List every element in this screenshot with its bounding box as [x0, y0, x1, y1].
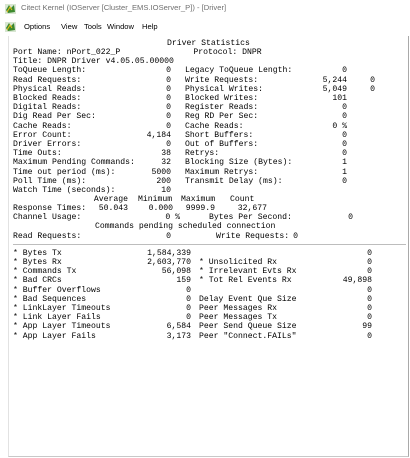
counter-value-right: 0 [367, 285, 372, 295]
menu-tools[interactable]: Tools [84, 22, 102, 31]
counter-value-right: 99 [362, 322, 372, 332]
counter-label-right: Delay Event Que Size [199, 294, 297, 304]
counter-label-left: * Buffer Overflows [13, 285, 101, 295]
stats-heading: Driver Statistics [167, 39, 250, 48]
counter-label-left: * Bytes Rx [13, 258, 62, 267]
pending-heading: Commands pending scheduled connection [95, 222, 276, 232]
bytes-per-second-label: Bytes Per Second: [209, 213, 292, 223]
stat-value-right: 1 [342, 158, 347, 168]
counter-value-left: 2,603,770 [147, 258, 191, 267]
stat-label-right: Register Reads: [185, 103, 259, 113]
stat-label-left: Read Requests: [13, 75, 82, 85]
port-line: Port Name: nPort_022_P Protocol: DNPR [13, 48, 262, 57]
section-divider [13, 244, 406, 245]
stat-label-right: Cache Reads: [185, 121, 244, 131]
resp-header-average: Average [93, 194, 128, 204]
counter-value-right: 0 [367, 313, 372, 323]
counter-label-left: * Commands Tx [13, 267, 77, 277]
counter-label-left: * Bad Sequences [13, 294, 87, 304]
stat-value-left: 0 [166, 66, 171, 76]
stat-value-extra: 0 [370, 75, 375, 85]
resp-header-maximum: Maximum [181, 194, 216, 204]
stat-label-left: Cache Reads: [13, 121, 72, 131]
stat-value-right: 0 % [332, 121, 347, 131]
counter-value-right: 49,898 [342, 276, 372, 286]
stat-value-left: 0 [166, 94, 171, 103]
stat-label-left: Dig Read Per Sec: [13, 112, 96, 122]
stat-label-right: Reg RD Per Sec: [185, 112, 259, 122]
stat-value-right: 0 [342, 176, 347, 186]
stat-label-left: Blocked Reads: [13, 94, 82, 103]
pending-write-label: Write Requests: [216, 231, 290, 241]
pending-write-value: 0 [293, 231, 298, 241]
counter-label-left: * App Layer Fails [13, 331, 96, 341]
stat-label-left: Physical Reads: [13, 84, 87, 94]
mdi-child-icon[interactable] [5, 22, 16, 32]
title-line: Title: DNPR Driver v4.05.05.00000 [13, 57, 174, 67]
counter-value-left: 0 [186, 313, 191, 323]
counter-value-left: 0 [186, 285, 191, 295]
stat-label-right: Physical Writes: [185, 84, 264, 94]
watch-time-label: Watch Time (seconds): [13, 185, 116, 195]
counter-label-left: * Bytes Tx [13, 248, 62, 258]
counter-value-left: 0 [186, 294, 191, 304]
counter-label-left: * LinkLayer Timeouts [13, 304, 111, 313]
stat-label-left: Digital Reads: [13, 103, 82, 113]
stat-value-right: 0 [342, 140, 347, 149]
channel-usage-label: Channel Usage: [13, 213, 82, 223]
counter-label-right: Peer "Connect.FAILs" [199, 331, 297, 341]
stat-value-right: 0 [342, 112, 347, 122]
stat-value-right: 5,049 [322, 84, 347, 94]
stat-value-right: 101 [332, 94, 347, 103]
stat-value-left: 32 [161, 158, 171, 168]
stat-label-left: Driver Errors: [13, 140, 82, 149]
menu-window[interactable]: Window [107, 22, 135, 31]
counter-label-left: * Bad CRCs [13, 276, 62, 286]
driver-statistics-pane[interactable] [8, 36, 409, 457]
menu-bar [0, 19, 410, 36]
stat-value-left: 0 [166, 84, 171, 94]
stat-value-left: 200 [156, 176, 171, 186]
stat-value-right: 5,244 [322, 75, 347, 85]
counter-value-left: 0 [186, 304, 191, 313]
stat-label-right: Write Requests: [185, 75, 259, 85]
stat-value-left: 0 [166, 75, 171, 85]
stat-value-right: 0 [342, 149, 347, 159]
counter-value-left: 1,584,339 [147, 248, 191, 258]
stat-label-left: Maximum Pending Commands: [13, 158, 135, 168]
stat-label-right: Legacy ToQueue Length: [185, 66, 293, 76]
counter-label-right: * Irrelevant Evts Rx [199, 267, 297, 277]
citect-app-icon [5, 4, 16, 14]
counter-value-left: 56,098 [161, 267, 191, 277]
stat-label-right: Blocking Size (Bytes): [185, 158, 293, 168]
response-maximum: 9999.9 [185, 204, 215, 213]
watch-time-value: 10 [161, 185, 171, 195]
counter-label-left: * Link Layer Fails [13, 313, 101, 323]
stat-value-left: 5000 [151, 167, 171, 177]
menu-view[interactable]: View [61, 22, 78, 31]
counter-value-right: 0 [367, 304, 372, 313]
counter-label-left: * App Layer Timeouts [13, 322, 111, 332]
stat-label-right: Short Buffers: [185, 130, 254, 140]
stat-label-right: Maximum Retrys: [185, 167, 259, 177]
stat-value-left: 4,184 [146, 130, 171, 140]
pending-read-label: Read Requests: [13, 231, 82, 241]
counter-label-right: Peer Messages Rx [199, 304, 278, 313]
stat-label-left: Time out period (ms): [13, 167, 116, 177]
stat-value-right: 0 [342, 130, 347, 140]
counter-label-right: Peer Messages Tx [199, 313, 278, 323]
counter-label-right: Peer Send Queue Size [199, 322, 297, 332]
stat-label-right: Blocked Writes: [185, 94, 259, 103]
window-title: Citect Kernel (IOServer [Cluster_EMS.IOServer_P]) - [Driver] [21, 3, 227, 12]
resp-header-minimum: Minimum [138, 194, 173, 204]
stat-value-left: 38 [161, 149, 171, 159]
pending-read-value: 0 [166, 231, 171, 241]
response-count: 32,677 [237, 204, 267, 213]
stat-value-extra: 0 [370, 84, 375, 94]
counter-value-right: 0 [367, 258, 372, 267]
stat-label-right: Transmit Delay (ms): [185, 176, 283, 186]
bytes-per-second-value: 0 [348, 213, 353, 223]
stat-label-left: ToQueue Length: [13, 66, 87, 76]
stat-value-left: 0 [166, 121, 171, 131]
counter-value-left: 6,584 [166, 322, 191, 332]
stat-label-left: Error Count: [13, 130, 72, 140]
stat-value-right: 0 [342, 66, 347, 76]
response-average: 50.043 [98, 204, 128, 213]
stat-label-right: Out of Buffers: [185, 140, 259, 149]
counter-label-right: * Unsolicited Rx [199, 258, 278, 267]
menu-options[interactable]: Options [24, 22, 51, 31]
title-bar[interactable] [0, 0, 410, 18]
counter-value-right: 0 [367, 331, 372, 341]
channel-usage-value: 0 % [165, 213, 180, 223]
stat-label-left: Time Outs: [13, 149, 62, 159]
response-times-label: Response Times: [13, 204, 87, 213]
counter-value-right: 0 [367, 267, 372, 277]
stat-label-left: Poll Time (ms): [13, 176, 87, 186]
resp-header-count: Count [230, 194, 255, 204]
counter-value-left: 3,173 [166, 331, 191, 341]
counter-value-right: 0 [367, 294, 372, 304]
stat-value-left: 0 [166, 140, 171, 149]
menu-help[interactable]: Help [142, 22, 158, 31]
counter-label-right: * Tot Rel Events Rx [199, 276, 292, 286]
stat-value-right: 1 [342, 167, 347, 177]
stat-value-left: 0 [166, 112, 171, 122]
stat-value-left: 0 [166, 103, 171, 113]
response-minimum: 0.000 [148, 204, 173, 213]
stat-label-right: Retrys: [185, 149, 220, 159]
counter-value-left: 159 [176, 276, 191, 286]
stat-value-right: 0 [342, 103, 347, 113]
counter-value-right: 0 [367, 248, 372, 258]
